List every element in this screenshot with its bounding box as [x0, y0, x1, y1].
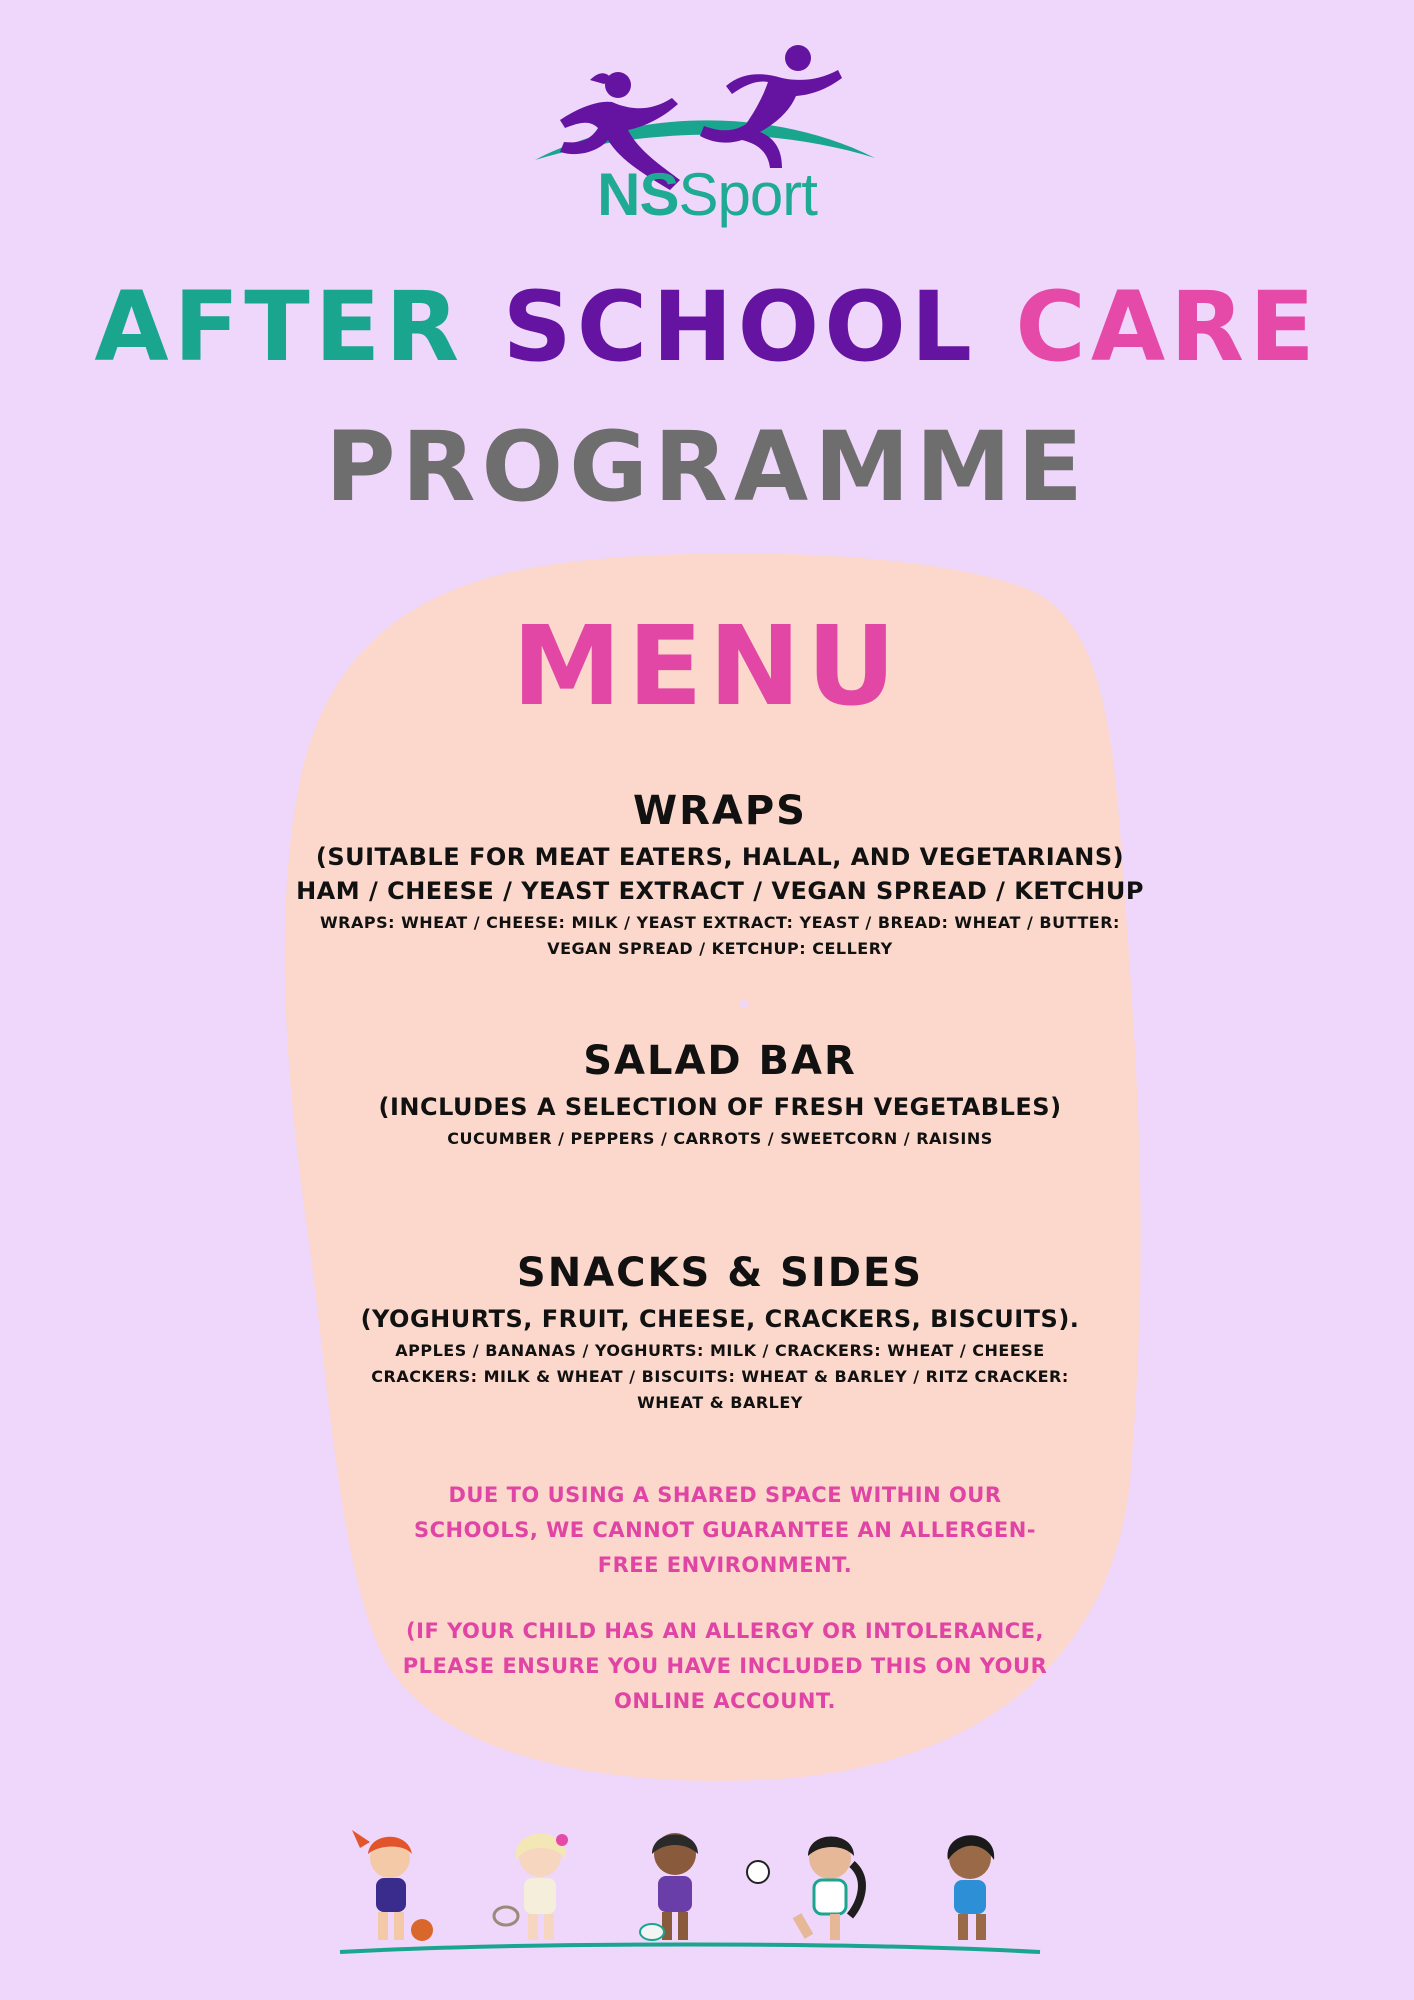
notice-line: PLEASE ENSURE YOU HAVE INCLUDED THIS ON YOUR [402, 1654, 1048, 1678]
notice-line: SCHOOLS, WE CANNOT GUARANTEE AN ALLERGEN- [414, 1518, 1036, 1542]
page-title [0, 272, 1414, 382]
section-allergens-3: WHEAT & BARLEY [637, 1393, 803, 1412]
title-word-after: AFTER [94, 271, 465, 383]
menu-heading: MENU [512, 602, 902, 730]
section-allergens-1: APPLES / BANANAS / YOGHURTS: MILK / CRACKERS: WHEAT / CHEESE [395, 1341, 1045, 1360]
allergy-account-notice [400, 1614, 1050, 1719]
section-allergens-2: CRACKERS: MILK & WHEAT / BISCUITS: WHEAT & BARLEY / RITZ CRACKER: [371, 1367, 1069, 1386]
section-salad-bar [290, 1036, 1150, 1152]
section-title: SNACKS & SIDES [516, 1250, 924, 1296]
section-wraps [290, 786, 1150, 962]
notice-line: FREE ENVIRONMENT. [597, 1553, 853, 1577]
section-snacks-sides [290, 1248, 1150, 1416]
section-subtitle: (SUITABLE FOR MEAT EATERS, HALAL, AND VEGETARIANS) [315, 843, 1125, 871]
allergen-notice [400, 1478, 1050, 1583]
page-title-programme: PROGRAMME [325, 411, 1089, 523]
notice-line: ONLINE ACCOUNT. [613, 1689, 837, 1713]
nssport-wordmark [0, 160, 1414, 229]
section-items: CUCUMBER / PEPPERS / CARROTS / SWEETCORN / RAISINS [447, 1129, 993, 1148]
nssport-runners-logo-icon [520, 40, 900, 270]
notice-line: (IF YOUR CHILD HAS AN ALLERGY OR INTOLERANCE, [406, 1619, 1044, 1643]
notice-line: DUE TO USING A SHARED SPACE WITHIN OUR [448, 1483, 1002, 1507]
section-title: SALAD BAR [583, 1038, 857, 1084]
decorative-dot [740, 1000, 748, 1008]
section-title: WRAPS [632, 788, 807, 834]
brand-regular: Sport [678, 161, 817, 228]
section-items: HAM / CHEESE / YEAST EXTRACT / VEGAN SPREAD / KETCHUP [296, 877, 1144, 905]
section-allergens-2: VEGAN SPREAD / KETCHUP: CELLERY [547, 939, 893, 958]
section-allergens-1: WRAPS: WHEAT / CHEESE: MILK / YEAST EXTRACT: YEAST / BREAD: WHEAT / BUTTER: [320, 913, 1120, 932]
title-word-school: SCHOOL [502, 271, 977, 383]
section-subtitle: (INCLUDES A SELECTION OF FRESH VEGETABLES) [378, 1093, 1062, 1121]
kids-sports-illustration-icon [330, 1820, 1050, 1960]
brand-bold: NS [597, 161, 679, 228]
title-word-care: CARE [1015, 271, 1320, 383]
section-subtitle: (YOGHURTS, FRUIT, CHEESE, CRACKERS, BISCUITS). [360, 1305, 1080, 1333]
